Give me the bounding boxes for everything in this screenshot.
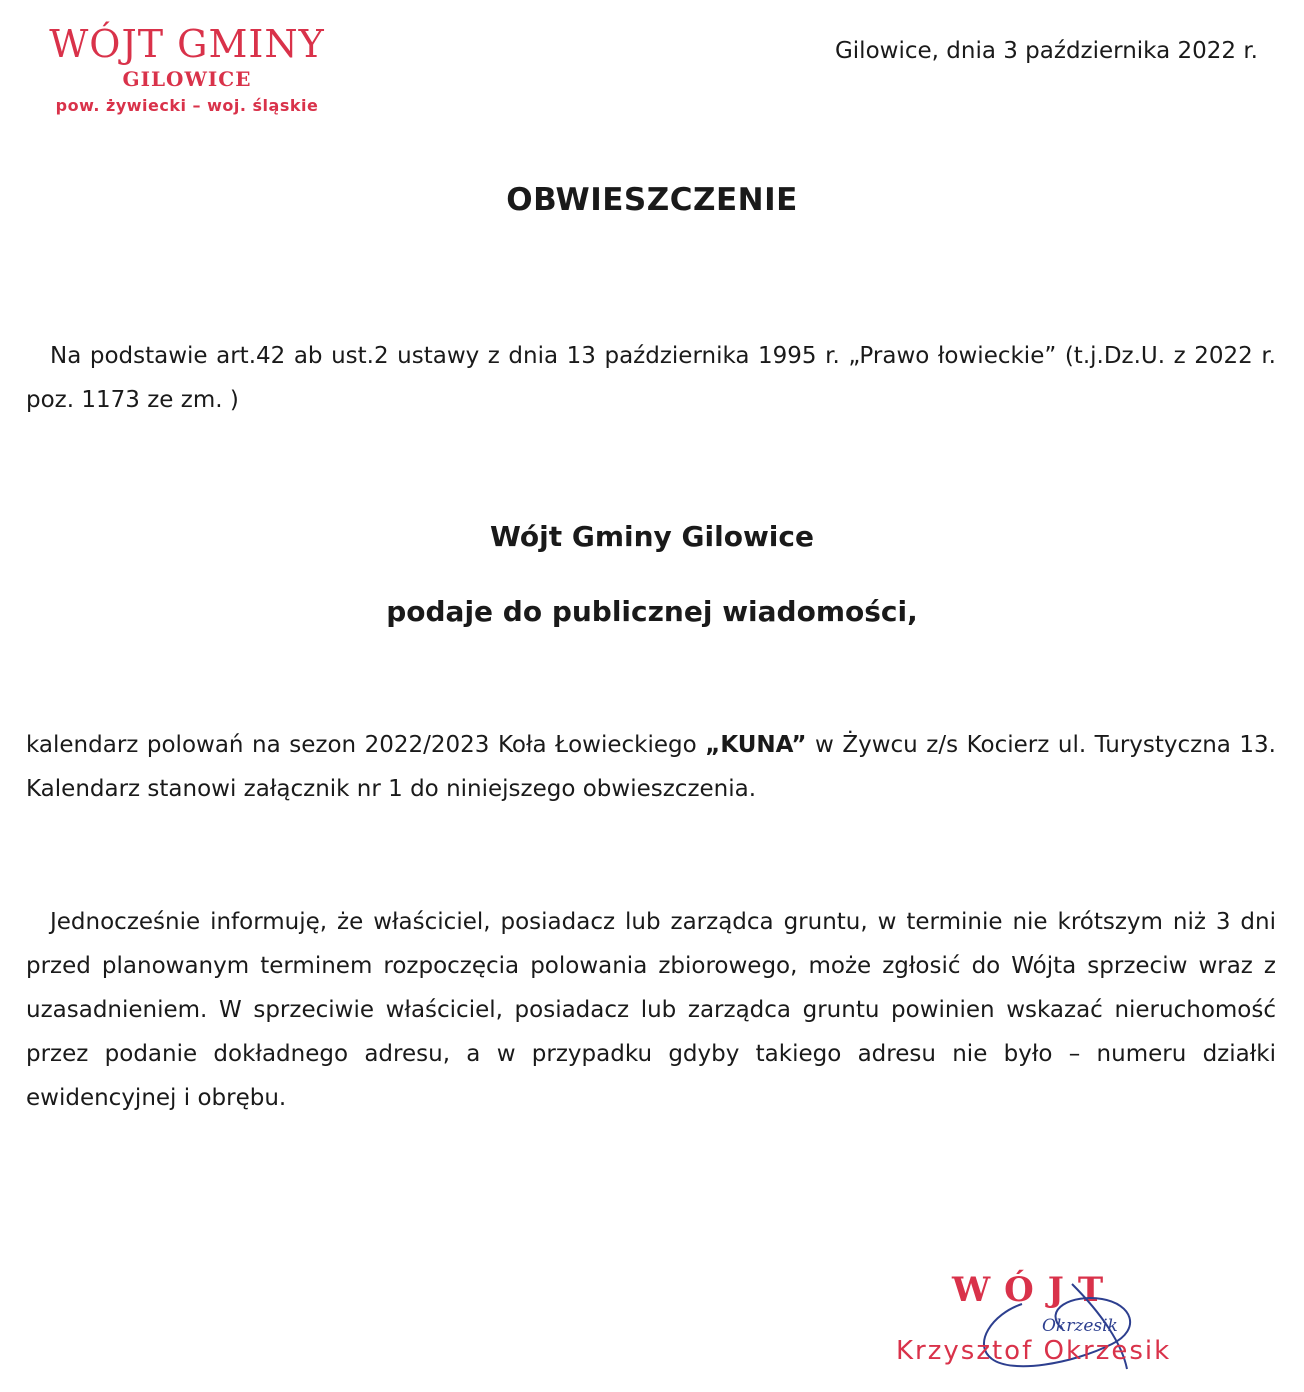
objection-paragraph	[26, 900, 1276, 1120]
calendar-paragraph	[26, 723, 1276, 811]
legal-basis-paragraph	[26, 334, 1276, 422]
stamp-title: WÓJT GMINY	[49, 22, 325, 66]
office-stamp	[22, 22, 352, 120]
authority-heading: Wójt Gminy Gilowice	[489, 520, 814, 553]
legal-basis-text: Na podstawie art.42 ab ust.2 ustawy z dnia 13 października 1995 r. „Prawo łowieckie” (t.j.Dz.U. z 2022 r. poz. 1173 ze zm. )	[26, 343, 1276, 413]
objection-text: Jednocześnie informuję, że właściciel, posiadacz lub zarządca gruntu, w terminie nie krótszym niż 3 dni przed planowanym terminem rozpoczęcia polowania zbiorowego, może zgłosić do Wójta sprzeciw wraz z uzasadnieniem. W sprzeciwie właściciel, posiadacz lub zarządca gruntu powinien wskazać nieruchomość przez podanie dokładnego adresu, a w przypadku gdyby takiego adresu nie było – numeru działki ewidencyjnej i obrębu.	[26, 909, 1276, 1111]
stamp-municipality: GILOWICE	[122, 67, 252, 91]
signatory-name: Krzysztof Okrzesik	[896, 1336, 1172, 1366]
document-date: Gilowice, dnia 3 października 2022 r.	[834, 38, 1258, 64]
calendar-text-before: kalendarz polowań na sezon 2022/2023 Koła Łowieckiego	[26, 732, 706, 758]
club-name: „KUNA”	[705, 732, 807, 758]
calendar-text-after: w Żywcu z/s Kocierz ul. Turystyczna 13. Kalendarz stanowi załącznik nr 1 do niniejszego obwieszczenia.	[26, 732, 1276, 802]
announcement-heading: podaje do publicznej wiadomości,	[386, 595, 918, 628]
handwritten-signature: Okrzesik	[1042, 1316, 1118, 1336]
signature-block	[892, 1270, 1192, 1380]
signature-stamp-title: WÓJT	[952, 1270, 1118, 1310]
stamp-region: pow. żywiecki – woj. śląskie	[55, 96, 319, 115]
document-title: OBWIESZCZENIE	[506, 182, 798, 218]
